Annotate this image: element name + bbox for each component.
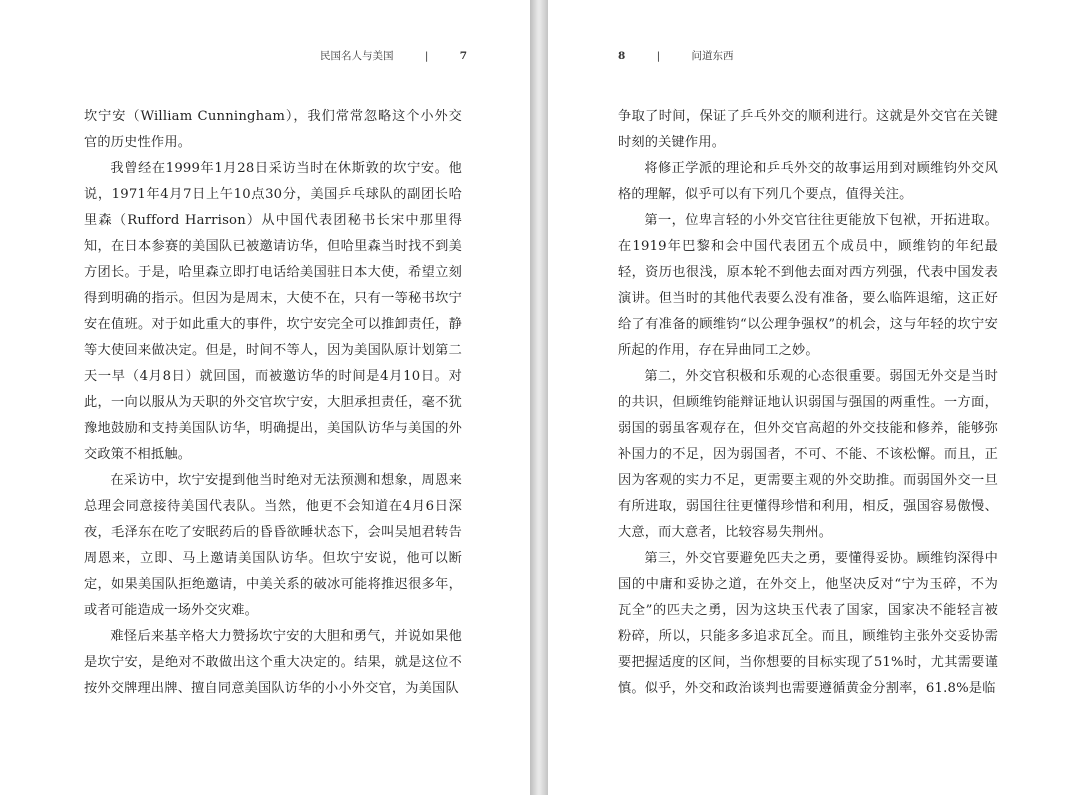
paragraph: 将修正学派的理论和乒乓外交的故事运用到对顾维钧外交风格的理解，似乎可以有下列几个要点，值得关注。 — [618, 161, 998, 202]
paragraph: 坎宁安（William Cunningham），我们常常忽略这个小外交官的历史性作用。 — [84, 109, 462, 150]
paragraph: 难怪后来基辛格大力赞扬坎宁安的大胆和勇气，并说如果他是坎宁安，是绝对不敢做出这个重大决定的。结果，就是这位不按外交牌理出牌、擅自同意美国队访华的小小外交官，为美国队 — [84, 629, 462, 696]
paragraph: 第三，外交官要避免匹夫之勇，要懂得妥协。顾维钧深得中国的中庸和妥协之道，在外交上，他坚决反对“宁为玉碎，不为瓦全”的匹夫之勇，因为这块玉代表了国家，国家决不能轻言被粉碎，所以，只能多多追求瓦全。而且，顾维钧主张外交妥协需要把握适度的区间，当你想要的目标实现了51%时，尤其需要谨慎。似乎，外交和政治谈判也需要遵循黄金分割率，61.8%是临 — [618, 551, 998, 696]
right-header-title: 问道东西 — [691, 50, 734, 62]
left-page-body — [84, 104, 462, 702]
left-page — [0, 0, 530, 795]
right-page — [548, 0, 1078, 795]
right-page-number: 8 — [618, 50, 626, 62]
left-page-number: 7 — [459, 50, 468, 62]
paragraph: 第二，外交官积极和乐观的心态很重要。弱国无外交是当时的共识，但顾维钧能辩证地认识弱国与强国的两重性。一方面，弱国的弱虽客观存在，但外交官高超的外交技能和修养，能够弥补国力的不足，因为弱国者，不可、不能、不该松懈。而且，正因为客观的实力不足，更需要主观的外交助推。而弱国外交一旦有所进取，弱国往往更懂得珍惜和利用，相反，强国容易傲慢、大意，而大意者，比较容易失荆州。 — [618, 369, 998, 540]
paragraph: 第一，位卑言轻的小外交官往往更能放下包袱，开拓进取。在1919年巴黎和会中国代表团五个成员中，顾维钧的年纪最轻，资历也很浅，原本轮不到他去面对西方列强，代表中国发表演讲。但当时的其他代表要么没有准备，要么临阵退缩，这正好给了有准备的顾维钧“以公理争强权”的机会，这与年轻的坎宁安所起的作用，存在异曲同工之妙。 — [618, 213, 998, 358]
book-gutter — [530, 0, 548, 795]
right-page-body — [618, 104, 998, 702]
left-running-header — [320, 46, 467, 66]
paragraph: 争取了时间，保证了乒乓外交的顺利进行。这就是外交官在关键时刻的关键作用。 — [618, 109, 998, 150]
left-header-separator: | — [424, 50, 429, 62]
right-running-header — [618, 46, 734, 66]
paragraph: 我曾经在1999年1月28日采访当时在休斯敦的坎宁安。他说，1971年4月7日上午10点30分，美国乒乓球队的副团长哈里森（Rufford Harrison）从中国代表团秘书长宋中那里得知，在日本参赛的美国队已被邀请访华，但哈里森当时找不到美方团长。于是，哈里森立即打电话给美国驻日本大使，希望立刻得到明确的指示。但因为是周末，大使不在，只有一等秘书坎宁安在值班。对于如此重大的事件，坎宁安完全可以推卸责任，静等大使回来做决定。但是，时间不等人，因为美国队原计划第二天一早（4月8日）就回国，而被邀访华的时间是4月10日。对此，一向以服从为天职的外交官坎宁安，大胆承担责任，毫不犹豫地鼓励和支持美国队访华，明确提出，美国队访华与美国的外交政策不相抵触。 — [84, 161, 462, 462]
right-header-separator: | — [656, 50, 661, 62]
paragraph: 在采访中，坎宁安提到他当时绝对无法预测和想象，周恩来总理会同意接待美国代表队。当然，他更不会知道在4月6日深夜，毛泽东在吃了安眠药后的昏昏欲睡状态下，会叫吴旭君转告周恩来，立即、马上邀请美国队访华。但坎宁安说，他可以断定，如果美国队拒绝邀请，中美关系的破冰可能将推迟很多年，或者可能造成一场外交灾难。 — [84, 473, 462, 618]
left-header-title: 民国名人与美国 — [320, 50, 394, 62]
